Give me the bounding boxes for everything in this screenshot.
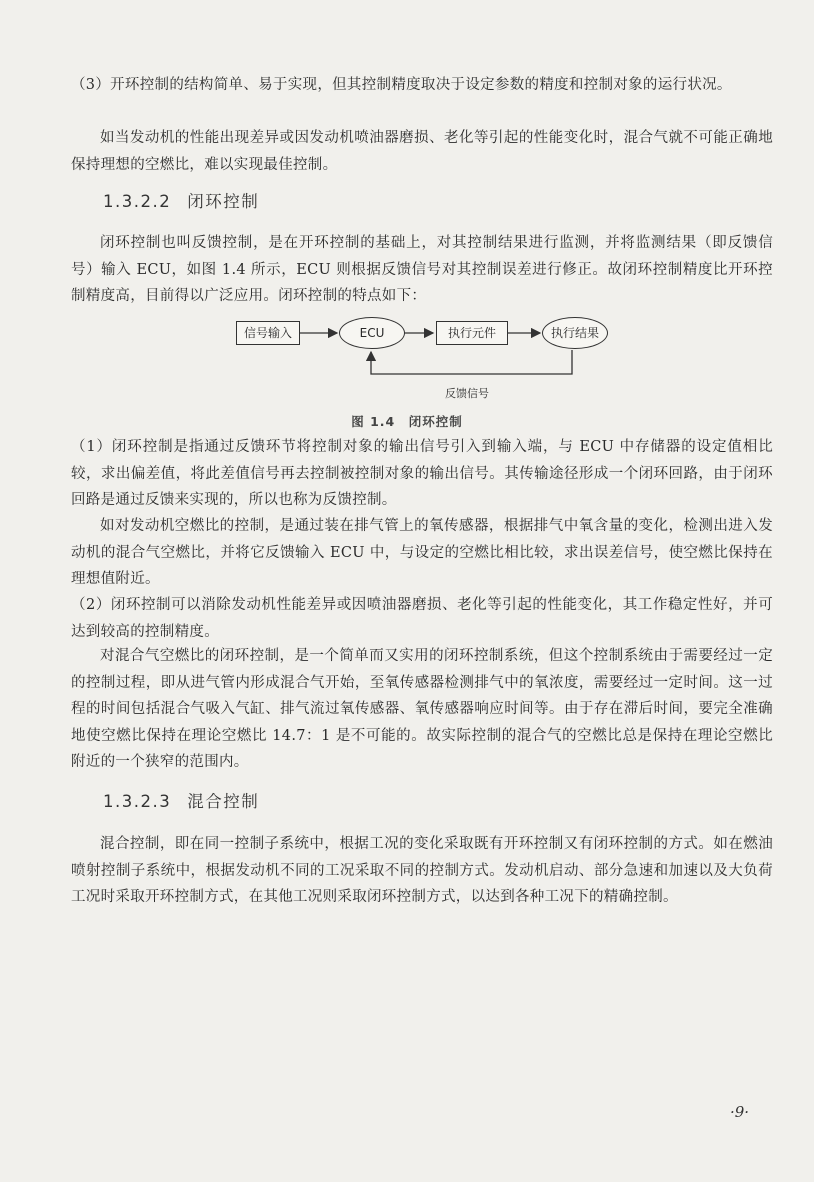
closed-loop-diagram: [220, 308, 620, 408]
paragraph-lag-explanation: 对混合气空燃比的闭环控制，是一个简单而又实用的闭环控制系统，但这个控制系统由于需要经过一定的控制过程，即从进气管内形成混合气开始，至氧传感器检测排气中的氧浓度，需要经过一定时间。这一过程的时间包括混合气吸入气缸、排气流过氧传感器、氧传感器响应时间等。由于存在滞后时间，要完全准确地使空燃比保持在理论空燃比 14.7：1 是不可能的。故实际控制的混合气的空燃比总是保持在理论空燃比附近的一个狭窄的范围内。: [71, 648, 773, 770]
paragraph-air-fuel-example: 如对发动机空燃比的控制，是通过装在排气管上的氧传感器，根据排气中氧含量的变化，检测出进入发动机的混合气空燃比，并将它反馈输入 ECU 中，与设定的空燃比相比较，求出误差信号，使空燃比保持在理想值附近。: [71, 518, 773, 587]
result-ellipse: 执行结果: [542, 317, 608, 349]
actuator-box: 执行元件: [436, 321, 508, 345]
paragraph-open-loop-note: 如当发动机的性能出现差异或因发动机喷油器磨损、老化等引起的性能变化时，混合气就不可能正确地保持理想的空燃比，难以实现最佳控制。: [71, 130, 773, 173]
section-heading-closed-loop: [103, 188, 259, 212]
paragraph-closed-loop-1: （1）闭环控制是指通过反馈环节将控制对象的输出信号引入到输入端，与 ECU 中存储器的设定值相比较，求出偏差值，将此差值信号再去控制被控制对象的输出信号。其传输途径形成一个闭环回路，由于闭环回路是通过反馈来实现的，所以也称为反馈控制。: [71, 439, 773, 508]
paragraph-closed-loop-intro: 闭环控制也叫反馈控制，是在开环控制的基础上，对其控制结果进行监测，并将监测结果（即反馈信号）输入 ECU，如图 1.4 所示，ECU 则根据反馈信号对其控制误差进行修正。故闭环控制精度比开环控制精度高，目前得以广泛应用。闭环控制的特点如下：: [71, 235, 773, 304]
heading-title: 混合控制: [187, 792, 260, 811]
heading-title: 闭环控制: [187, 192, 260, 211]
paragraph-open-loop-3: （3）开环控制的结构简单、易于实现，但其控制精度取决于设定参数的精度和控制对象的运行状况。: [71, 77, 732, 93]
paragraph-mixed-control: 混合控制，即在同一控制子系统中，根据工况的变化采取既有开环控制又有闭环控制的方式。如在燃油喷射控制子系统中，根据发动机不同的工况采取不同的控制方式。发动机启动、部分急速和加速以及大负荷工况时采取开环控制方式，在其他工况则采取闭环控制方式，以达到各种工况下的精确控制。: [71, 836, 773, 905]
heading-number: 1.3.2.2: [103, 192, 172, 211]
feedback-signal-label: 反馈信号: [445, 387, 489, 400]
section-heading-mixed-control: [103, 788, 259, 812]
figure-caption: 图 1.4 闭环控制: [351, 414, 463, 429]
ecu-ellipse: ECU: [339, 317, 405, 349]
heading-number: 1.3.2.3: [103, 792, 172, 811]
page-number: ·9·: [730, 1103, 750, 1121]
signal-input-box: 信号输入: [236, 321, 300, 345]
paragraph-closed-loop-2: （2）闭环控制可以消除发动机性能差异或因喷油器磨损、老化等引起的性能变化，其工作稳定性好，并可达到较高的控制精度。: [71, 597, 773, 640]
arrow-feedback-loop: [371, 350, 572, 374]
